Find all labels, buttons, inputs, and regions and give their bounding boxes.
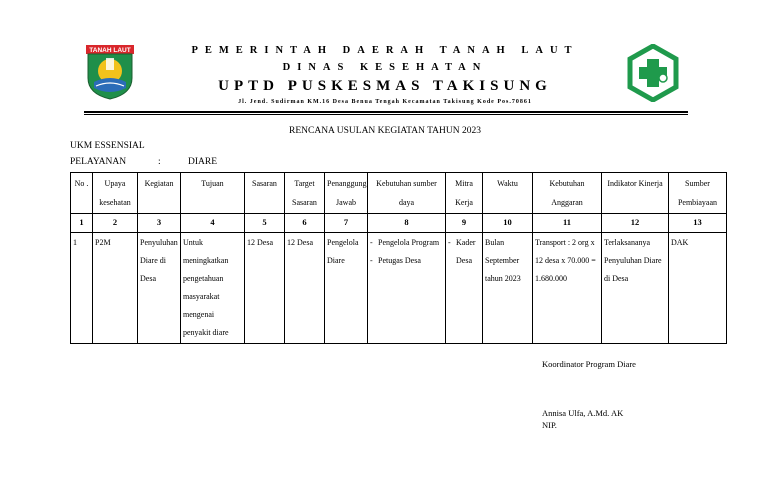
column-number: 2 (93, 214, 138, 233)
cell-anggaran: Transport : 2 org x 12 desa x 70.000 = 1.680.000 (533, 233, 602, 344)
list-item: - Pengelola Program (370, 234, 443, 252)
cell-waktu: Bulan September tahun 2023 (483, 233, 533, 344)
cell-sasaran: 12 Desa (245, 233, 285, 344)
cell-target: 12 Desa (285, 233, 325, 344)
table-number-row (71, 214, 727, 233)
list-item: - Petugas Desa (370, 252, 443, 270)
table-row (71, 233, 727, 344)
cell-sumber-daya (368, 233, 446, 344)
document-title: RENCANA USULAN KEGIATAN TAHUN 2023 (289, 126, 481, 136)
header-cell: Penanggung Jawab (325, 173, 368, 214)
cell-indikator: Terlaksananya Penyuluhan Diare di Desa (602, 233, 669, 344)
letterhead-department: DINAS KESEHATAN (282, 62, 488, 73)
letterhead-divider (84, 111, 688, 115)
header-cell: No . (71, 173, 93, 214)
letterhead-institution: UPTD PUSKESMAS TAKISUNG (218, 78, 552, 94)
header-cell: Sumber Pembiayaan (669, 173, 727, 214)
cell-kegiatan: Penyuluhan Diare di Desa (138, 233, 181, 344)
letterhead-government: PEMERINTAH DAERAH TANAH LAUT (191, 45, 579, 56)
column-number: 12 (602, 214, 669, 233)
signature-role: Koordinator Program Diare (542, 359, 636, 369)
header-cell: Kegiatan (138, 173, 181, 214)
column-number: 5 (245, 214, 285, 233)
activity-plan-table (70, 172, 727, 344)
header-cell: Mitra Kerja (446, 173, 483, 214)
pelayanan-label: PELAYANAN (70, 157, 127, 167)
column-number: 1 (71, 214, 93, 233)
tanah-laut-logo (84, 44, 136, 100)
cell-upaya: P2M (93, 233, 138, 344)
header-cell: Target Sasaran (285, 173, 325, 214)
header-cell: Kebutuhan sumber daya (368, 173, 446, 214)
header-cell: Indikator Kinerja (602, 173, 669, 214)
cell-tujuan: Untuk meningkatkan pengetahuan masyarakat mengenai penyakit diare (181, 233, 245, 344)
ukm-label: UKM ESSENSIAL (70, 141, 145, 151)
signature-name: Annisa Ulfa, A.Md. AK (542, 408, 624, 418)
header-cell: Waktu (483, 173, 533, 214)
header-cell: Upaya kesehatan (93, 173, 138, 214)
signature-nip: NIP. (542, 420, 557, 430)
column-number: 4 (181, 214, 245, 233)
cell-mitra (446, 233, 483, 344)
header-cell: Sasaran (245, 173, 285, 214)
column-number: 11 (533, 214, 602, 233)
table-header-row (71, 173, 727, 214)
list-item: - Kader Desa (448, 234, 480, 270)
column-number: 6 (285, 214, 325, 233)
pelayanan-value: DIARE (188, 157, 218, 167)
header-cell: Kebutuhan Anggaran (533, 173, 602, 214)
pelayanan-colon: : (158, 157, 161, 167)
column-number: 7 (325, 214, 368, 233)
letterhead-address: Jl. Jend. Sudirman KM.16 Desa Benua Tengah Kecamatan Takisung Kode Pos.70861 (238, 99, 532, 105)
column-number: 10 (483, 214, 533, 233)
header-cell: Tujuan (181, 173, 245, 214)
column-number: 9 (446, 214, 483, 233)
column-number: 13 (669, 214, 727, 233)
cell-no: 1 (71, 233, 93, 344)
cell-penanggung-jawab: Pengelola Diare (325, 233, 368, 344)
cell-sumber-pembiayaan: DAK (669, 233, 727, 344)
logo-banner-text: TANAH LAUT (89, 47, 131, 54)
column-number: 3 (138, 214, 181, 233)
puskesmas-logo (626, 44, 680, 102)
column-number: 8 (368, 214, 446, 233)
